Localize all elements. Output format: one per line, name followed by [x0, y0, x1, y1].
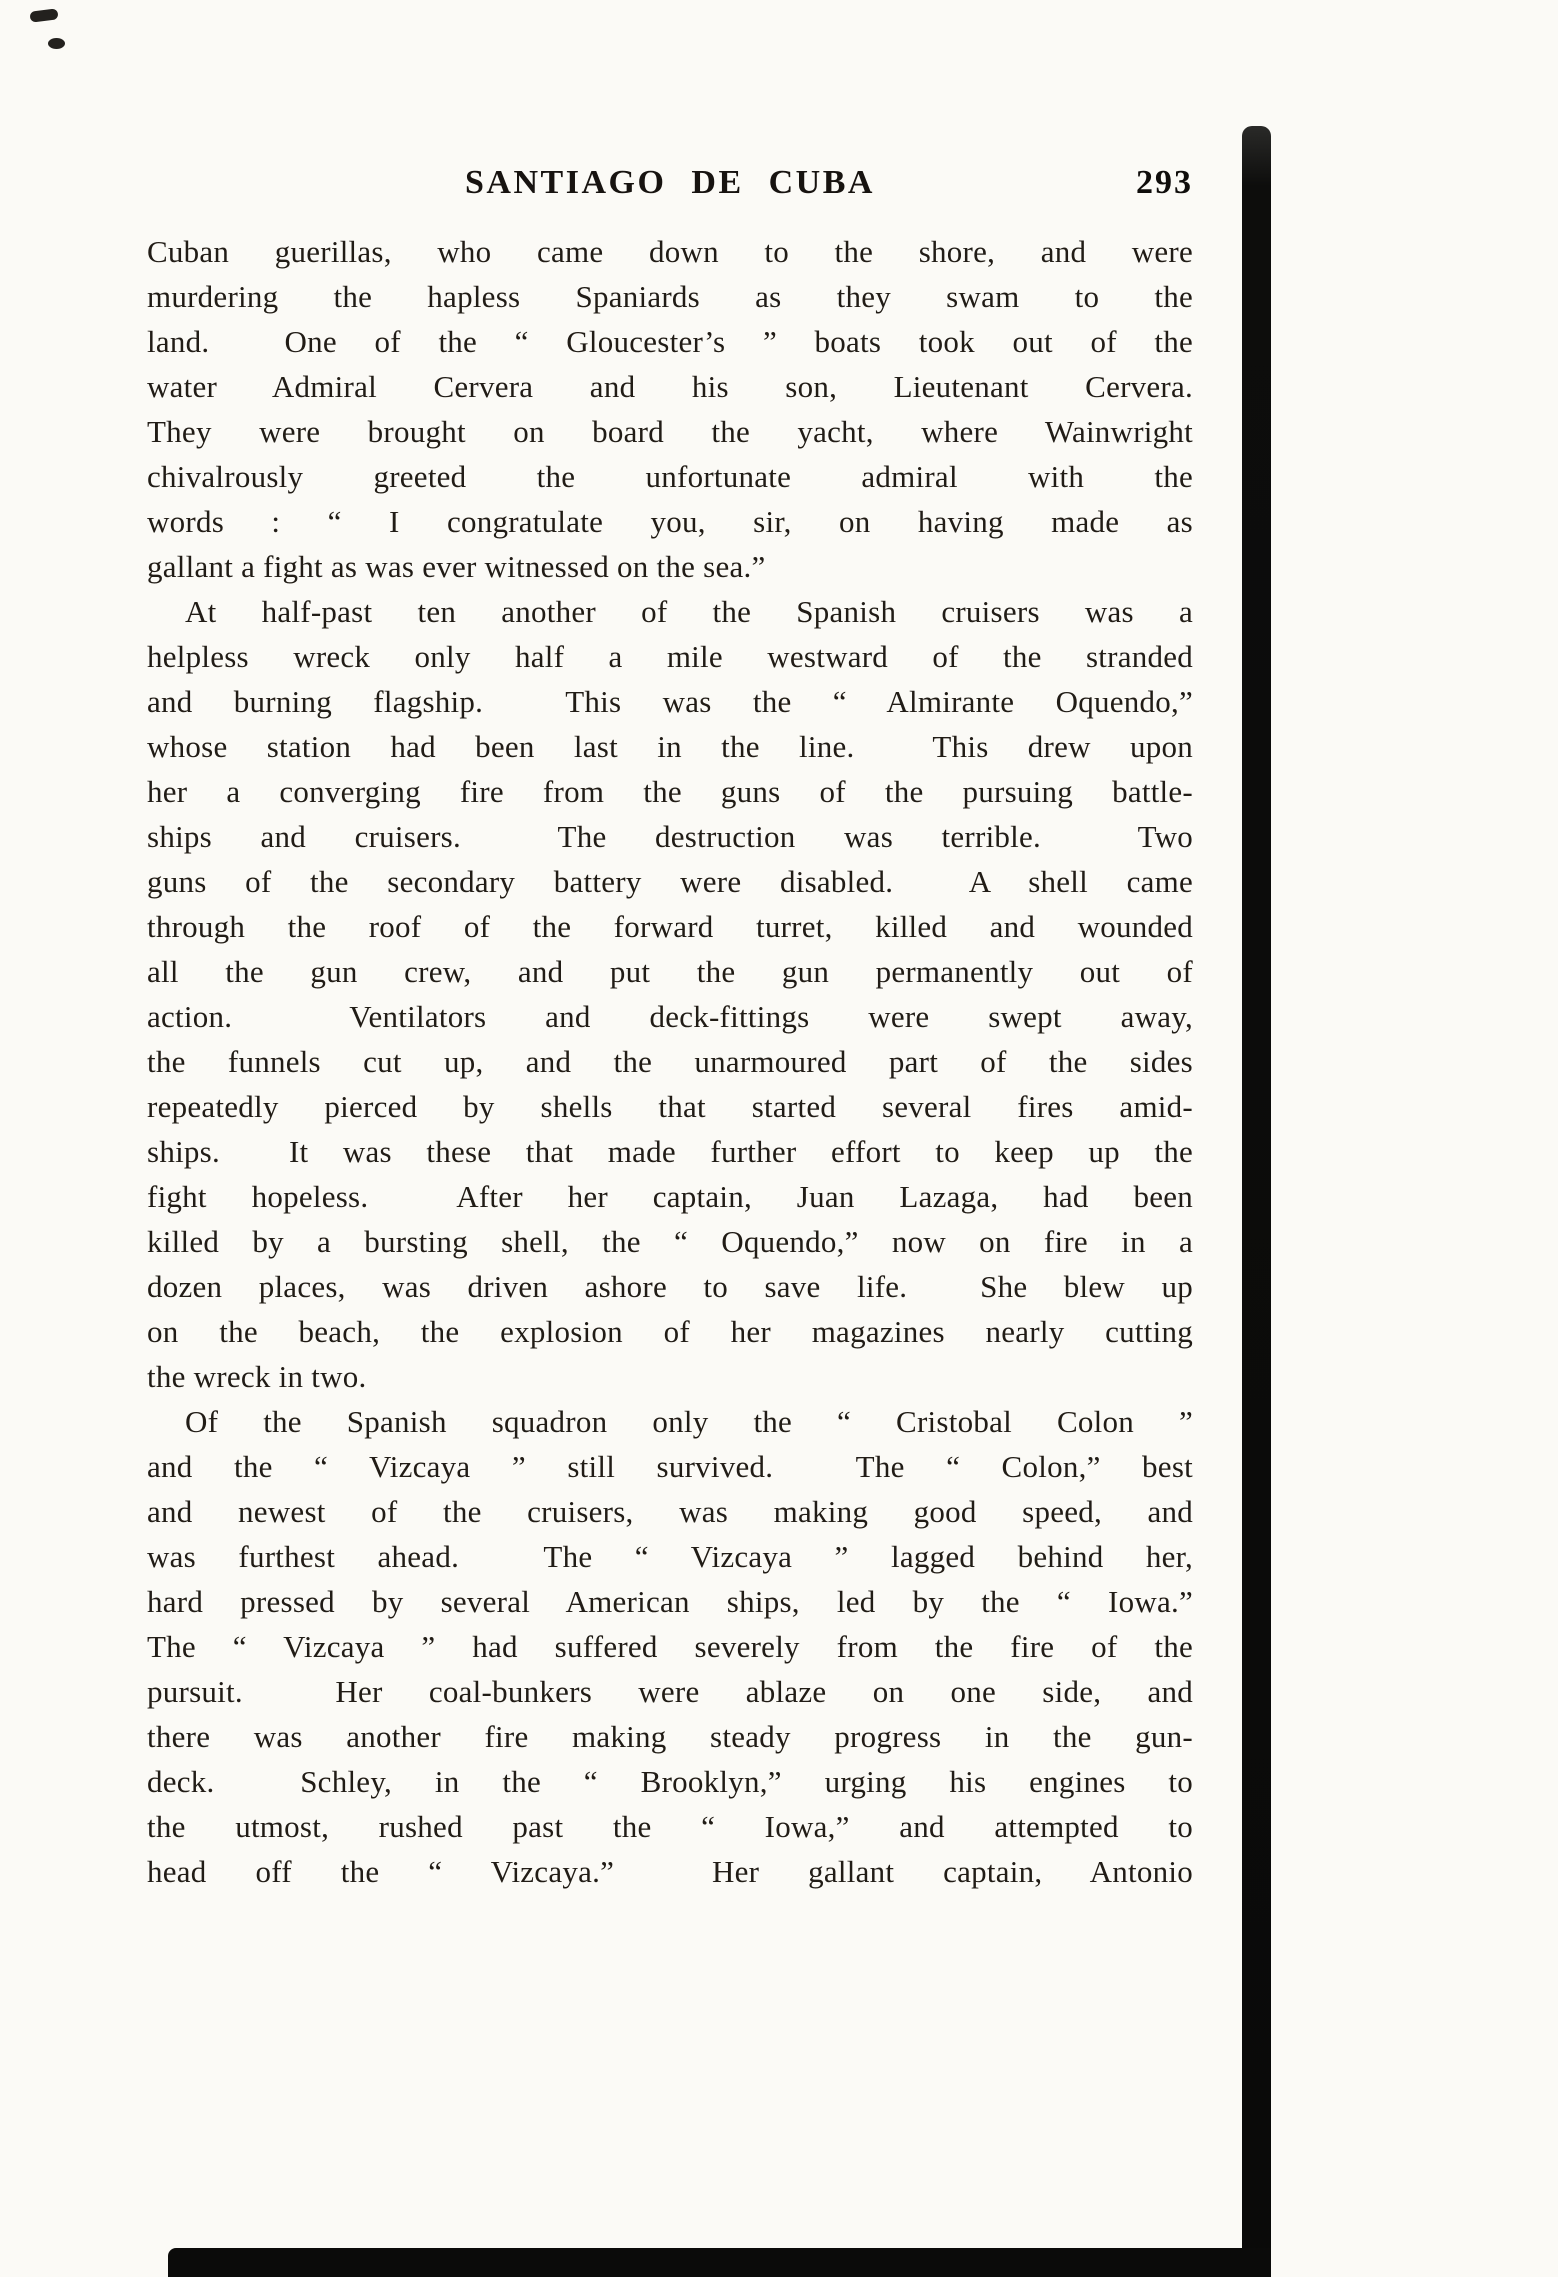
- scan-edge-bottom: [168, 2248, 1271, 2277]
- scan-artifact: [29, 8, 58, 22]
- page-header: [147, 164, 1193, 229]
- text-line: the utmost, rushed past the “ Iowa,” and attempted to: [147, 1809, 1193, 1844]
- text-line: guns of the secondary battery were disabled. A shell came: [147, 864, 1193, 899]
- text-line: land. One of the “ Gloucester’s ” boats took out of the: [147, 324, 1193, 359]
- text-line: gallant a fight as was ever witnessed on the sea.”: [147, 549, 766, 584]
- text-line: repeatedly pierced by shells that started several fires amid-: [147, 1089, 1193, 1124]
- text-line: The “ Vizcaya ” had suffered severely from the fire of the: [147, 1629, 1193, 1664]
- text-line: Of the Spanish squadron only the “ Cristobal Colon ”: [185, 1404, 1193, 1439]
- text-line: fight hopeless. After her captain, Juan Lazaga, had been: [147, 1179, 1193, 1214]
- text-line: her a converging fire from the guns of the pursuing battle-: [147, 774, 1193, 809]
- text-line: pursuit. Her coal-bunkers were ablaze on one side, and: [147, 1674, 1193, 1709]
- text-line: chivalrously greeted the unfortunate admiral with the: [147, 459, 1193, 494]
- text-line: was furthest ahead. The “ Vizcaya ” lagged behind her,: [147, 1539, 1193, 1574]
- text-line: head off the “ Vizcaya.” Her gallant captain, Antonio: [147, 1854, 1193, 1889]
- text-line: hard pressed by several American ships, led by the “ Iowa.”: [147, 1584, 1193, 1619]
- text-line: Cuban guerillas, who came down to the shore, and were: [147, 234, 1193, 269]
- text-line: At half-past ten another of the Spanish cruisers was a: [185, 594, 1193, 629]
- text-line: all the gun crew, and put the gun permanently out of: [147, 954, 1193, 989]
- text-line: They were brought on board the yacht, where Wainwright: [147, 414, 1193, 449]
- text-line: and newest of the cruisers, was making good speed, and: [147, 1494, 1193, 1529]
- text-line: through the roof of the forward turret, killed and wounded: [147, 909, 1193, 944]
- text-line: action. Ventilators and deck-fittings were swept away,: [147, 999, 1193, 1034]
- text-line: the funnels cut up, and the unarmoured part of the sides: [147, 1044, 1193, 1079]
- text-line: killed by a bursting shell, the “ Oquendo,” now on fire in a: [147, 1224, 1193, 1259]
- paragraph: [147, 1399, 1193, 1894]
- page-title: SANTIAGO DE CUBA: [465, 164, 875, 201]
- page-number: 293: [1136, 164, 1193, 201]
- text-line: water Admiral Cervera and his son, Lieutenant Cervera.: [147, 369, 1193, 404]
- text-line: and the “ Vizcaya ” still survived. The “ Colon,” best: [147, 1449, 1193, 1484]
- paragraph: [147, 589, 1193, 1399]
- text-line: helpless wreck only half a mile westward of the stranded: [147, 639, 1193, 674]
- text-line: ships. It was these that made further effort to keep up the: [147, 1134, 1193, 1169]
- text-line: and burning flagship. This was the “ Almirante Oquendo,”: [147, 684, 1193, 719]
- text-line: murdering the hapless Spaniards as they swam to the: [147, 279, 1193, 314]
- scan-artifact: [48, 38, 65, 49]
- paragraph: [147, 229, 1193, 589]
- scan-edge-right: [1242, 126, 1271, 2277]
- text-line: the wreck in two.: [147, 1359, 367, 1394]
- text-line: deck. Schley, in the “ Brooklyn,” urging his engines to: [147, 1764, 1193, 1799]
- text-line: there was another fire making steady progress in the gun-: [147, 1719, 1193, 1754]
- page-body: [147, 164, 1193, 1894]
- text-line: ships and cruisers. The destruction was terrible. Two: [147, 819, 1193, 854]
- text-line: on the beach, the explosion of her magazines nearly cutting: [147, 1314, 1193, 1349]
- text-line: dozen places, was driven ashore to save life. She blew up: [147, 1269, 1193, 1304]
- text-line: whose station had been last in the line. This drew upon: [147, 729, 1193, 764]
- text-line: words : “ I congratulate you, sir, on having made as: [147, 504, 1193, 539]
